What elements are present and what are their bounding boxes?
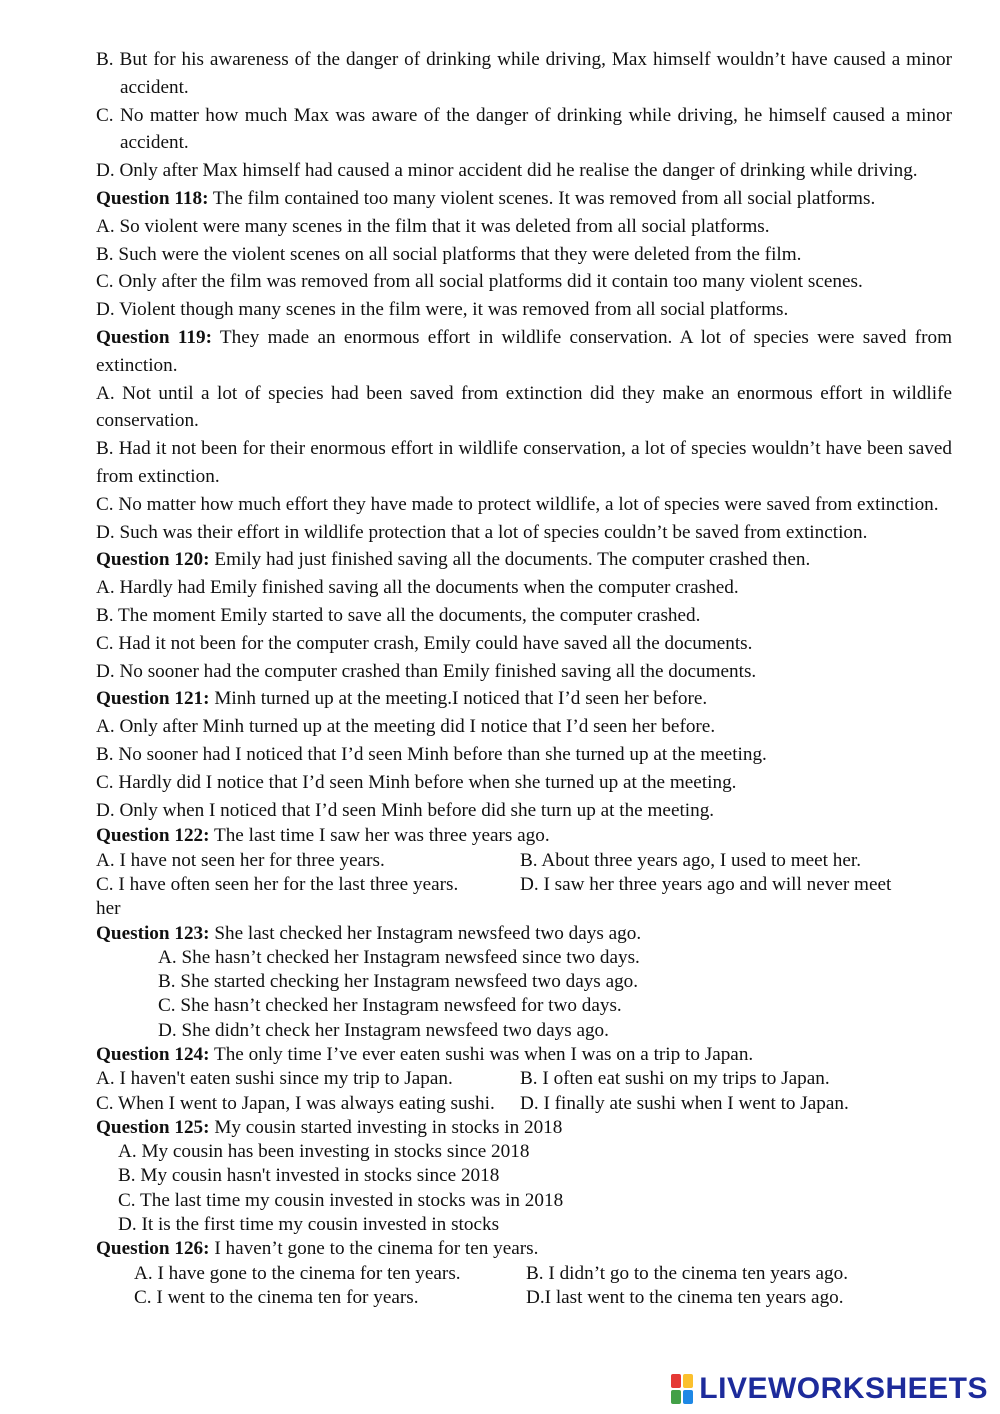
question-stem: Emily had just finished saving all the documents. The computer crashed then. (209, 549, 811, 571)
question-label: Question 125: (96, 1116, 210, 1138)
q125-option-d: D. It is the first time my cousin invested in stocks (118, 1214, 500, 1236)
question-stem: The film contained too many violent scenes. It was removed from all social platforms. (208, 187, 876, 209)
q118-option-b: B. Such were the violent scenes on all social platforms that they were deleted from the film. (96, 243, 802, 265)
question-126 (96, 1237, 952, 1261)
q122-option-a: A. I have not seen her for three years. (96, 849, 385, 871)
q126-option-a: A. I have gone to the cinema for ten years. (134, 1262, 461, 1284)
q120-option-d: D. No sooner had the computer crashed than Emily finished saving all the documents. (96, 660, 757, 682)
q118-option-d: D. Violent though many scenes in the film were, it was removed from all social platforms. (96, 299, 789, 321)
q124-option-b: B. I often eat sushi on my trips to Japan. (520, 1068, 830, 1090)
q121-option-b: B. No sooner had I noticed that I’d seen Minh before than she turned up at the meeting. (96, 743, 767, 765)
q123-option-b: B. She started checking her Instagram newsfeed two days ago. (158, 971, 639, 993)
q119-option-c: C. No matter how much effort they have made to protect wildlife, a lot of species were saved from extinction. (96, 493, 939, 515)
q121-option-d: D. Only when I noticed that I’d seen Minh before did she turn up at the meeting. (96, 799, 715, 821)
q122-options-row-1 (96, 849, 952, 873)
question-label: Question 122: (96, 825, 210, 847)
question-125 (96, 1116, 952, 1140)
question-stem: I haven’t gone to the cinema for ten years. (209, 1238, 539, 1260)
q124-option-d: D. I finally ate sushi when I went to Japan. (520, 1092, 849, 1114)
q117-option-c: C. No matter how much Max was aware of the danger of drinking while driving, he himself caused a minor accident. (96, 104, 952, 154)
q126-options-row-2 (96, 1286, 952, 1310)
logo-square (683, 1390, 693, 1404)
liveworksheets-logo-icon (671, 1374, 693, 1404)
question-stem: She last checked her Instagram newsfeed two days ago. (209, 922, 642, 944)
q126-options-row-1 (96, 1262, 952, 1286)
liveworksheets-logo[interactable] (671, 1372, 988, 1406)
question-121 (96, 685, 952, 713)
q126-option-b: B. I didn’t go to the cinema ten years ago. (526, 1262, 849, 1284)
q122-option-d-continued: her (96, 898, 121, 920)
question-123 (96, 922, 952, 946)
q124-option-a: A. I haven't eaten sushi since my trip to Japan. (96, 1068, 453, 1090)
q119-option-d: D. Such was their effort in wildlife protection that a lot of species couldn’t be saved from extinction. (96, 521, 868, 543)
q120-option-c: C. Had it not been for the computer crash, Emily could have saved all the documents. (96, 632, 753, 654)
q123-option-d: D. She didn’t check her Instagram newsfeed two days ago. (158, 1019, 609, 1041)
q126-option-d: D.I last went to the cinema ten years ago. (526, 1286, 844, 1308)
q117-option-b: B. But for his awareness of the danger of drinking while driving, Max himself wouldn’t have caused a minor accident. (96, 49, 952, 98)
q121-option-a: A. Only after Minh turned up at the meeting did I notice that I’d seen her before. (96, 716, 716, 738)
question-label: Question 119: (96, 326, 212, 348)
question-stem: The last time I saw her was three years ago. (209, 825, 550, 847)
q123-option-a: A. She hasn’t checked her Instagram newsfeed since two days. (158, 946, 640, 968)
logo-square (671, 1374, 681, 1388)
q122-options-row-2 (96, 873, 952, 897)
question-label: Question 126: (96, 1238, 210, 1260)
logo-square (671, 1390, 681, 1404)
question-stem: The only time I’ve ever eaten sushi was when I was on a trip to Japan. (209, 1043, 754, 1065)
question-stem: They made an enormous effort in wildlife conservation. A lot of species were saved from extinction. (96, 326, 952, 376)
question-label: Question 123: (96, 922, 210, 944)
question-122 (96, 824, 952, 848)
question-label: Question 118: (96, 187, 209, 209)
question-120 (96, 546, 952, 574)
question-118 (96, 185, 952, 213)
q125-option-c: C. The last time my cousin invested in stocks was in 2018 (118, 1189, 564, 1211)
question-label: Question 120: (96, 549, 210, 571)
q122-option-c: C. I have often seen her for the last three years. (96, 873, 459, 895)
q117-option-d: D. Only after Max himself had caused a minor accident did he realise the danger of drinking while driving. (96, 160, 918, 182)
q120-option-b: B. The moment Emily started to save all the documents, the computer crashed. (96, 604, 701, 626)
q126-option-c: C. I went to the cinema ten for years. (134, 1286, 419, 1308)
question-119 (96, 324, 952, 380)
q125-option-a: A. My cousin has been investing in stocks since 2018 (118, 1141, 530, 1163)
q120-option-a: A. Hardly had Emily finished saving all the documents when the computer crashed. (96, 577, 739, 599)
question-124 (96, 1043, 952, 1067)
q121-option-c: C. Hardly did I notice that I’d seen Minh before when she turned up at the meeting. (96, 771, 737, 793)
question-stem: Minh turned up at the meeting.I noticed that I’d seen her before. (209, 688, 708, 710)
q124-option-c: C. When I went to Japan, I was always eating sushi. (96, 1092, 495, 1114)
logo-square (683, 1374, 693, 1388)
q124-options-row-2 (96, 1092, 952, 1116)
q119-option-b: B. Had it not been for their enormous effort in wildlife conservation, a lot of species wouldn’t have been saved from extinction. (96, 438, 952, 487)
q122-option-d: D. I saw her three years ago and will never meet (520, 873, 892, 895)
q125-option-b: B. My cousin hasn't invested in stocks since 2018 (118, 1165, 500, 1187)
q122-option-b: B. About three years ago, I used to meet her. (520, 849, 862, 871)
question-stem: My cousin started investing in stocks in 2018 (209, 1116, 563, 1138)
question-label: Question 121: (96, 688, 210, 710)
q118-option-c: C. Only after the film was removed from all social platforms did it contain too many violent scenes. (96, 271, 863, 293)
worksheet-page (96, 46, 952, 1310)
question-label: Question 124: (96, 1043, 210, 1065)
logo-text: LIVEWORKSHEETS (699, 1372, 988, 1405)
q124-options-row-1 (96, 1067, 952, 1091)
q123-option-c: C. She hasn’t checked her Instagram newsfeed for two days. (158, 995, 622, 1017)
q119-option-a: A. Not until a lot of species had been saved from extinction did they make an enormous effort in wildlife conservation. (96, 382, 952, 432)
q118-option-a: A. So violent were many scenes in the film that it was deleted from all social platforms. (96, 215, 770, 237)
